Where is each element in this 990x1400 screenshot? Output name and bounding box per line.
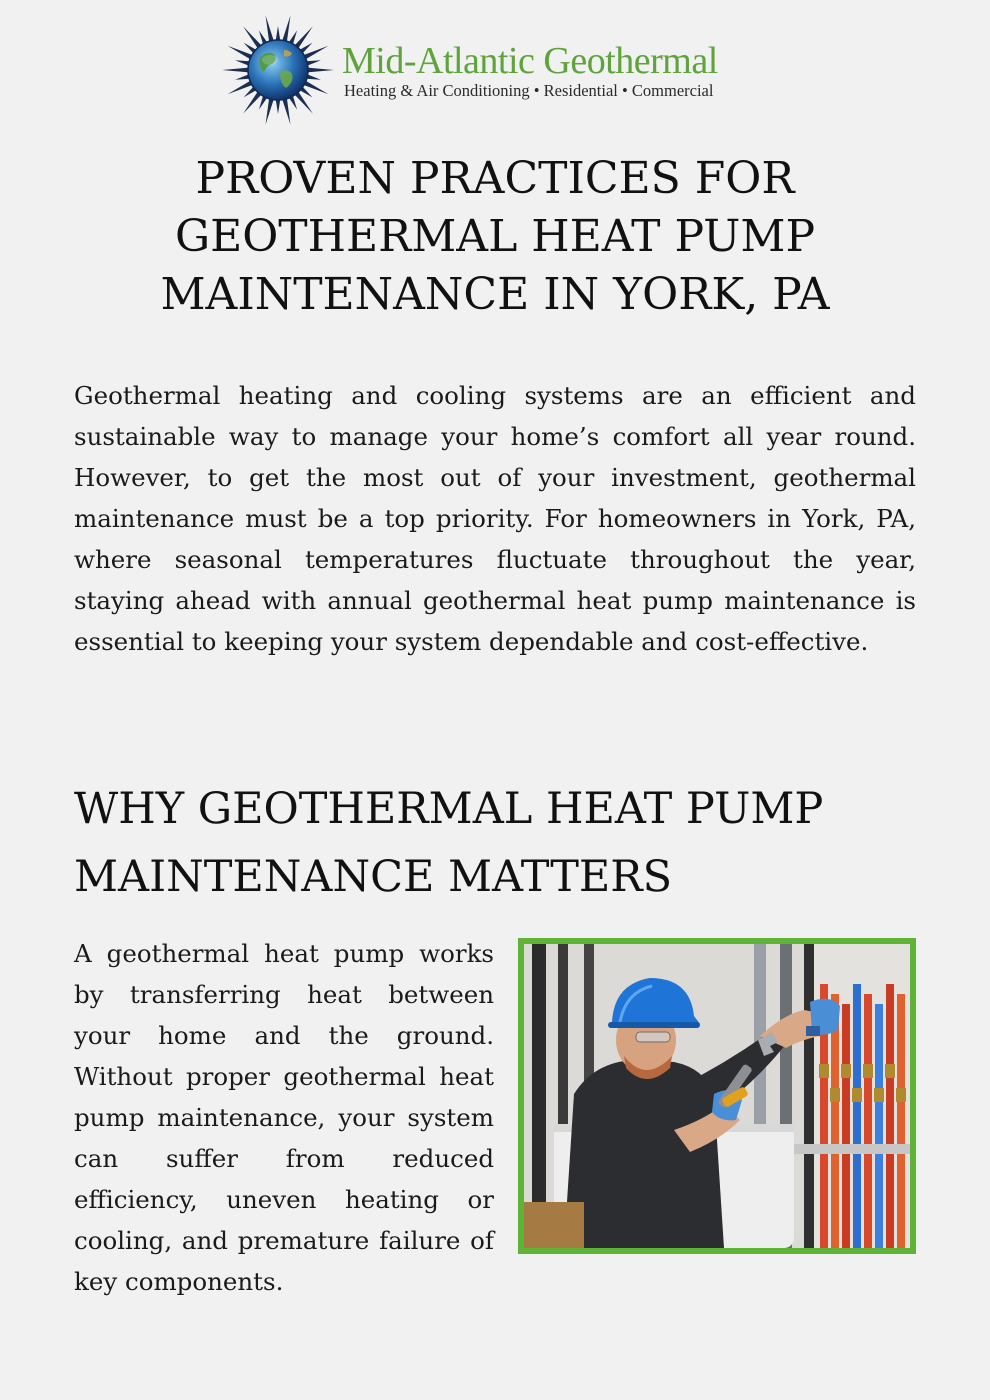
globe-sunburst-icon [220,14,336,126]
brand-tagline: Heating & Air Conditioning • Residential • Commercial [344,81,714,100]
brand-name: Mid-Atlantic Geothermal [342,40,718,82]
intro-paragraph: Geothermal heating and cooling systems are an efficient and sustainable way to manage your home’s comfort all year round. However, to get the most out of your investment, geothermal maintenance must be a top priority. For homeowners in York, PA, where seasonal temperatures fluctuate throughout the year, staying ahead with annual geothermal heat pump maintenance is essential to keeping your system dependable and cost-effective. [74,381,916,656]
technician-photo [518,938,916,1254]
header [0,14,990,126]
section-body-paragraph: A geothermal heat pump works by transferring heat between your home and the ground. Without proper geothermal heat pump maintenance, your system can suffer from reduced efficiency, uneven heating or cooling, and premature failure of key components. [74,939,494,1296]
section-heading: WHY GEOTHERMAL HEAT PUMP MAINTENANCE MATTERS [74,784,824,902]
page-title: PROVEN PRACTICES FOR GEOTHERMAL HEAT PUMP MAINTENANCE IN YORK, PA [160,153,830,320]
